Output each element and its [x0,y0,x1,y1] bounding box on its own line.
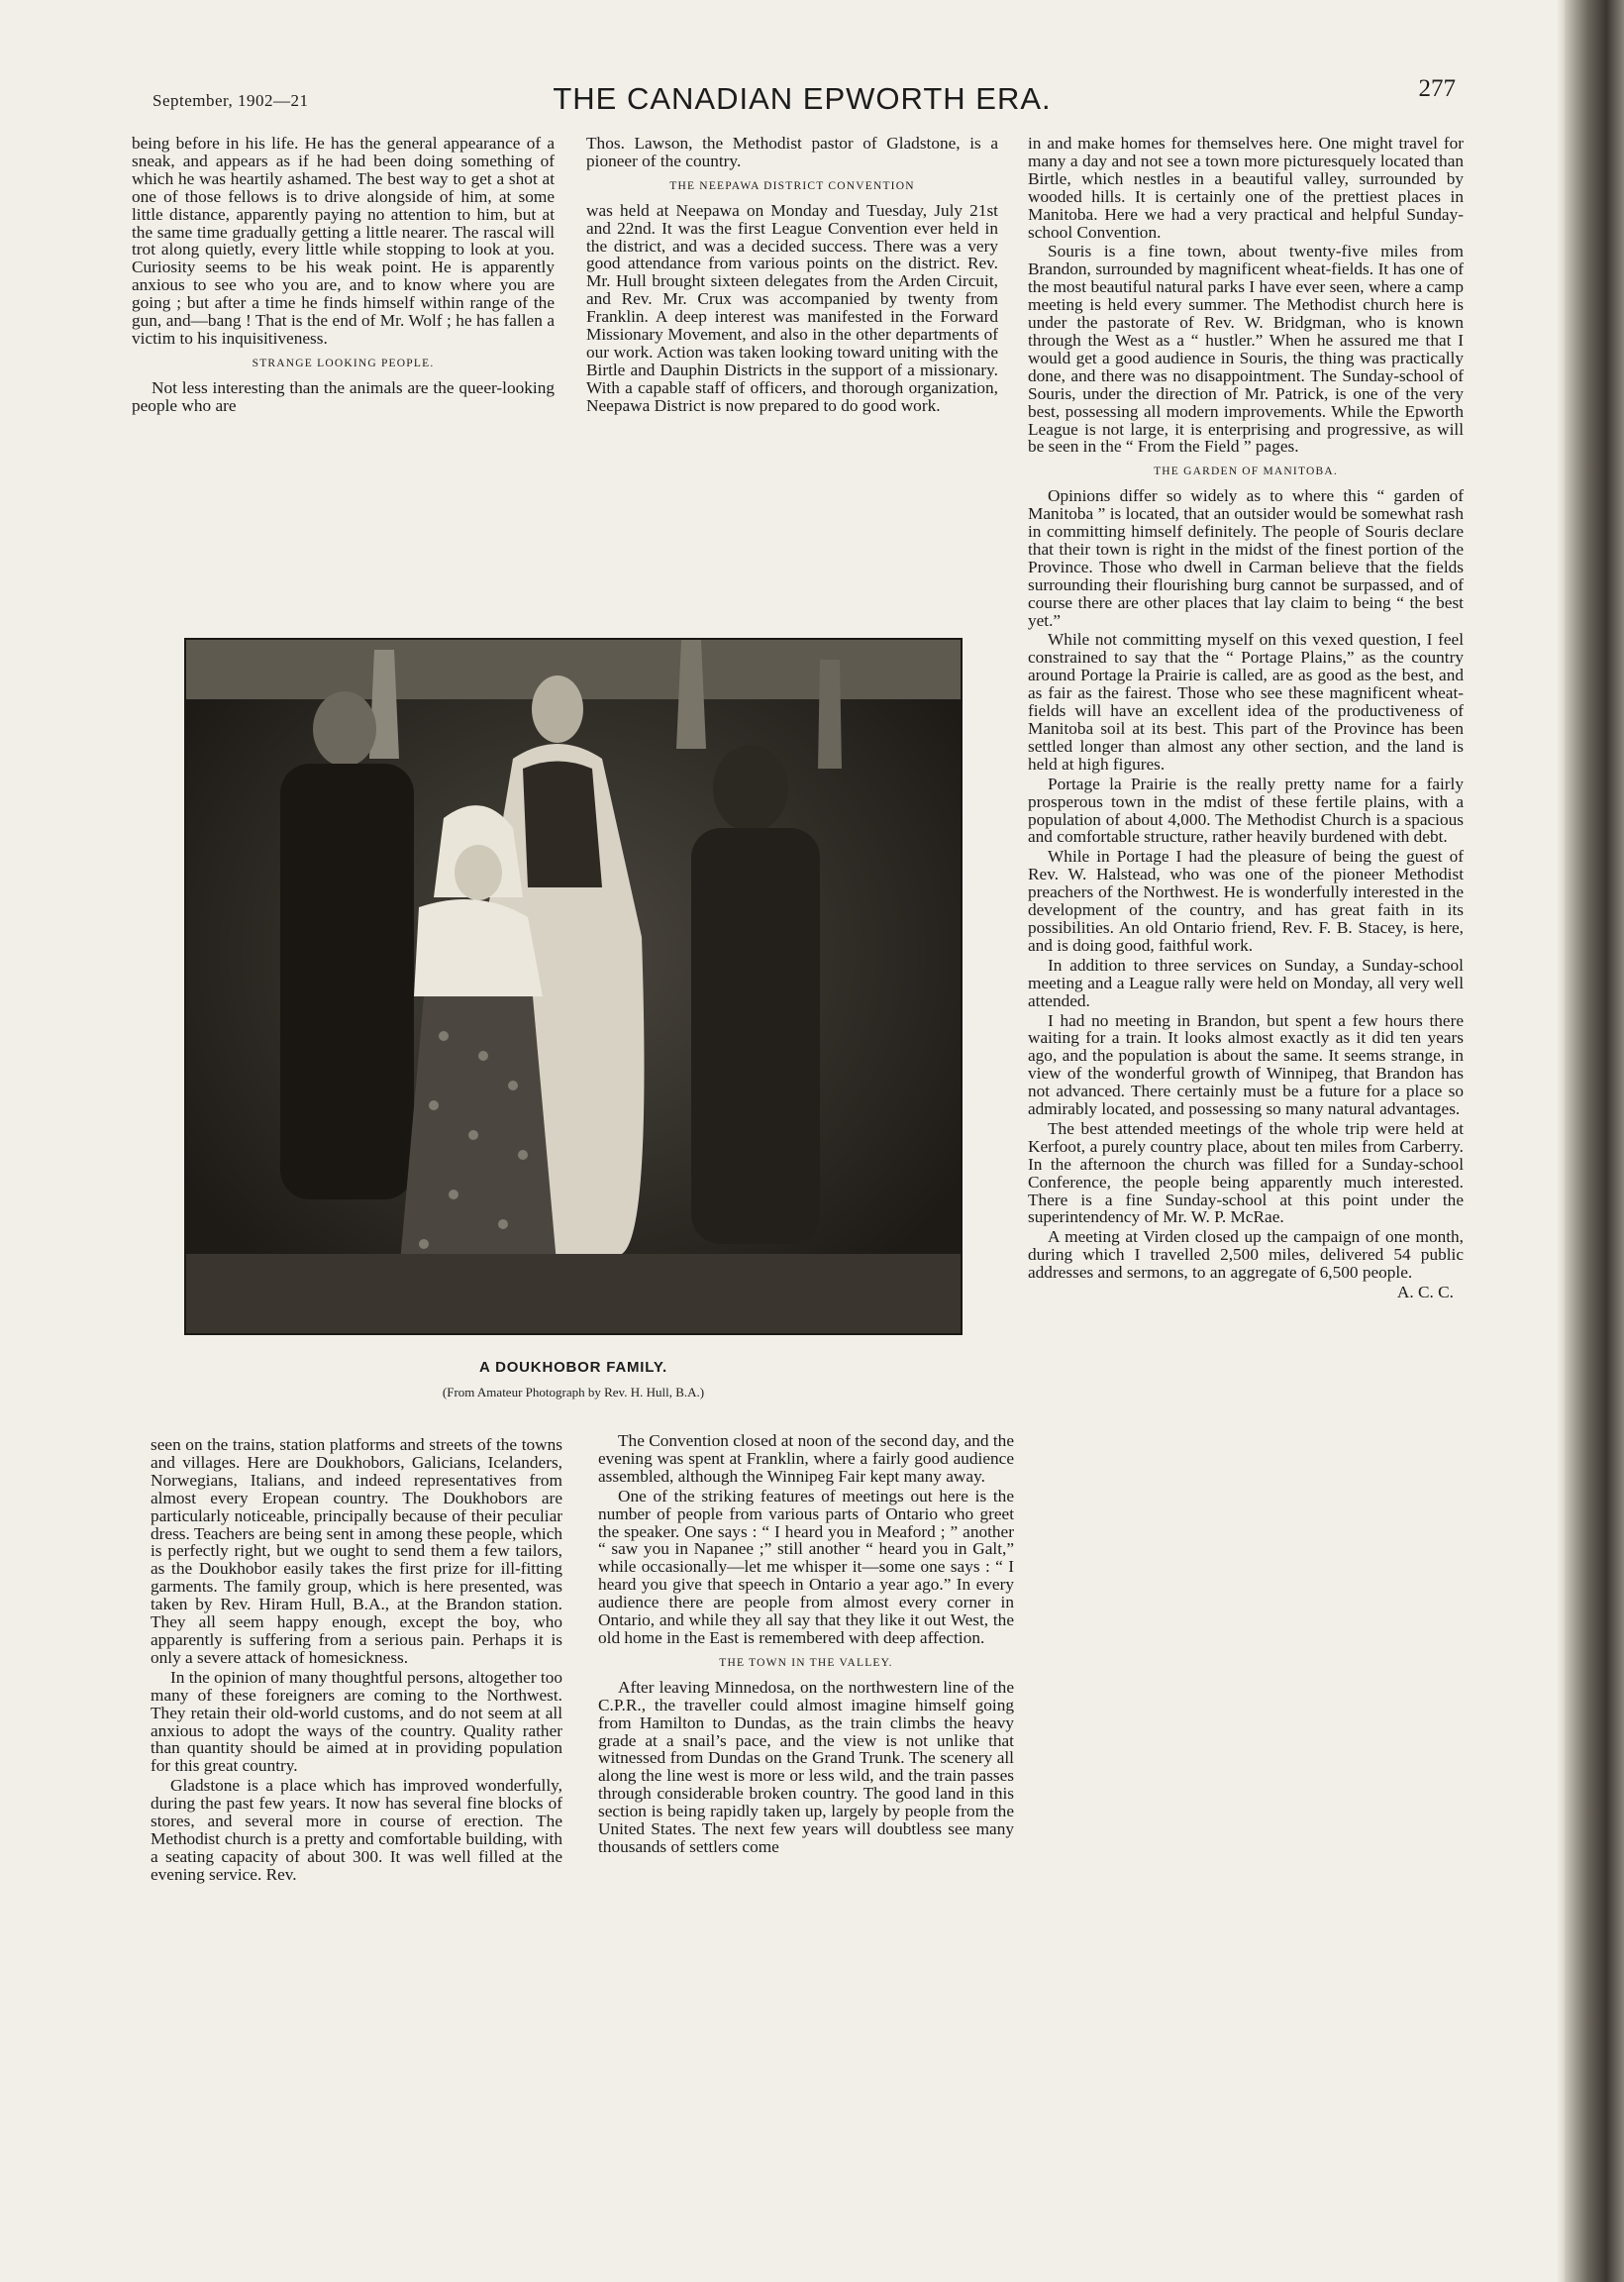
column-2-bottom [598,1432,1014,2159]
paragraph: I had no meeting in Brandon, but spent a few hours there waiting for a train. It looks almost exactly as it did ten years ago, and the population is about the same. It seems strange, in view of the wonderful growth of Winnipeg, that Brandon has not advanced. There certainly must be a future for a place so admirably located, and possessing so many natural advantages. [1028,1010,1464,1119]
doukhobor-family-photo [184,638,963,1335]
paragraph: Souris is a fine town, about twenty-five miles from Brandon, surrounded by magnificent wheat-fields. It has one of the most beautiful natural parks I have ever seen, where a camp meeting is held every summer. The Methodist church here is under the pastorate of Rev. W. Bridgman, who is known through the West as a “ hustler.” When he assured me that I would get a good audience in Souris, the thing was practically done, and there was no disappointment. The Sunday-school of Souris, under the direction of Mr. Patrick, is one of the very best, possessing all modern improvements. While the Epworth League is not large, it is enterprising and progressive, as will be seen in the “ From the Field ” pages. [1028,242,1464,457]
paragraph: The Convention closed at noon of the second day, and the evening was spent at Franklin, where a fairly good audience assembled, although the Winnipeg Fair kept many away. [598,1432,1014,1486]
paragraph: Portage la Prairie is the really pretty name for a fairly prosperous town in the mdist of these fertile plains, with a population of about 4,000. The Methodist Church is a spacious and comfortable structure, rather heavily burdened with debt. [1028,774,1464,847]
book-spine-edge [1565,0,1624,2282]
issue-date: September, 1902—21 [152,91,309,110]
paragraph: Gladstone is a place which has improved wonderfully, during the past few years. It now has several fine blocks of stores, and several more in course of erection. The Methodist church is a pretty and comfortable building, with a seating capacity of about 300. It was well filled at the evening service. Rev. [151,1776,562,1884]
running-head [149,75,1456,121]
paragraph: After leaving Minnedosa, on the northwestern line of the C.P.R., the traveller could almost imagine himself going from Hamilton to Dundas, as the train climbs the heavy grade at a snail’s pace, and the view is not unlike that witnessed from Dundas on the Grand Trunk. The scenery all along the line west is more or less wild, and the train passes through considerable broken country. The good land in this section is being rapidly taken up, largely by people from the United States. The next few years will doubtless see many thousands of settlers come [598,1677,1014,1856]
paragraph: seen on the trains, station platforms and streets of the towns and villages. Here are Doukhobors, Galicians, Icelanders, Norwegians, Italians, and indeed representatives from almost every Eropean country. The Doukhobors are particularly noticeable, principally because of their peculiar dress. Teachers are being sent in among these people, which is perfectly right, but we ought to send them a few tailors, as the Doukhobor easily takes the first prize for ill-fitting garments. The family group, which is here presented, was taken by Rev. Hiram Hull, B.A., at the Brandon station. They all seem happy enough, except the boy, who apparently is suffering from a serious pain. Perhaps it is only a severe attack of homesickness. [151,1436,562,1667]
paragraph: One of the striking features of meetings out here is the number of people from various parts of Ontario who greet the speaker. One says : “ I heard you in Meaford ; ” another “ saw you in Napanee ;” still another “ heard you in Galt,” while occasionally—let me whisper it—some one says : “ I heard you give that speech in Ontario a year ago.” In every audience there are people from almost every corner in Ontario, and while they all say that they like it out West, the old home in the East is remembered with deep affection. [598,1486,1014,1647]
section-heading: THE NEEPAWA DISTRICT CONVENTION [669,179,915,192]
paragraph: In the opinion of many thoughtful persons, altogether too many of these foreigners are coming to the Northwest. They retain their old-world customs, and do not seem at all anxious to adopt the ways of the country. Quality rather than quantity should be aimed at in providing population for this great country. [151,1667,562,1776]
paragraph: Opinions differ so widely as to where this “ garden of Manitoba ” is located, that an outsider would be somewhat rash in committing himself definitely. The people of Souris declare that their town is right in the midst of the finest portion of the Province. Those who dwell in Carman believe that the fields surrounding their flourishing burg cannot be surpassed, and of course there are other places that lay claim to being “ the best yet.” [1028,486,1464,630]
section-heading: THE TOWN IN THE VALLEY. [719,1656,893,1669]
section-heading: STRANGE LOOKING PEOPLE. [252,357,435,369]
column-3 [1028,135,1464,2155]
page-gutter [1557,0,1565,2282]
paragraph: Thos. Lawson, the Methodist pastor of Gladstone, is a pioneer of the country. [586,135,998,170]
page-number: 277 [1418,75,1456,102]
paragraph: being before in his life. He has the general appearance of a sneak, and appears as if he had been doing something of which he was heartily ashamed. The best way to get a shot at one of those fellows is to drive alongside of him, at some little distance, apparently paying no attention to him, but at the same time gradually getting a little nearer. The rascal will trot along quietly, every little while stopping to look at you. Curiosity seems to be his weak point. He is apparently anxious to see who you are, and to know where you are going ; but after a time he finds himself within range of the gun, and—bang ! That is the end of Mr. Wolf ; he has fallen a victim to his inquisitiveness. [132,135,555,348]
column-2-top [586,135,998,600]
author-signature: A. C. C. [1396,1283,1454,1302]
journal-title: THE CANADIAN EPWORTH ERA. [553,81,1052,116]
photo-credit: (From Amateur Photograph by Rev. H. Hull, B.A.) [442,1385,705,1400]
paragraph: in and make homes for themselves here. One might travel for many a day and not see a town more picturesquely located than Birtle, which nestles in a beautiful valley, surrounded by wooded hills. It is certainly one of the prettiest places in Manitoba. Here we had a very practical and helpful Sunday-school Convention. [1028,135,1464,242]
section-heading: THE GARDEN OF MANITOBA. [1154,466,1338,478]
photo-caption: A DOUKHOBOR FAMILY. [479,1359,667,1376]
paragraph: While not committing myself on this vexed question, I feel constrained to say that the “ Portage Plains,” as the country around Portage la Prairie is called, are as good as the best, and as fair as the fairest. Those who see these magnificent wheat-fields will have an excellent idea of the productiveness of Manitoba soil at its best. This part of the Province has been settled longer than almost any other section, and the land is held at high figures. [1028,630,1464,774]
paragraph: In addition to three services on Sunday, a Sunday-school meeting and a League rally were held on Monday, all very well attended. [1028,955,1464,1010]
paragraph: was held at Neepawa on Monday and Tuesday, July 21st and 22nd. It was the first League Convention ever held in the district, and was a decided success. There was a very good attendance from various points on the district. Rev. Mr. Hull brought sixteen delegates from the Arden Circuit, and Rev. Mr. Crux was accompanied by twenty from Franklin. A deep interest was manifested in the Forward Missionary Movement, and also in the other departments of our work. Action was taken looking toward uniting with the Birtle and Dauphin Districts in the support of a missionary. With a capable staff of officers, and thorough organization, Neepawa District is now prepared to do good work. [586,200,998,415]
column-1-top [132,135,555,563]
paragraph: Not less interesting than the animals are the queer-looking people who are [132,377,555,415]
paragraph: A meeting at Virden closed up the campaign of one month, during which I travelled 2,500 miles, delivered 54 public addresses and sermons, to an aggregate of 6,500 people. [1028,1227,1464,1283]
paragraph: While in Portage I had the pleasure of being the guest of Rev. W. Halstead, who was one of the pioneer Methodist preachers of the Northwest. He is wonderfully interested in the development of the country, and has great faith in its possibilities. An old Ontario friend, Rev. F. B. Stacey, is here, and is doing good, faithful work. [1028,847,1464,955]
column-1-bottom [151,1436,562,2159]
paragraph: The best attended meetings of the whole trip were held at Kerfoot, a purely country place, about ten miles from Carberry. In the afternoon the church was filled for a Sunday-school Conference, the people being apparently much interested. There is a fine Sunday-school at this point under the superintendency of Mr. W. P. McRae. [1028,1118,1464,1227]
